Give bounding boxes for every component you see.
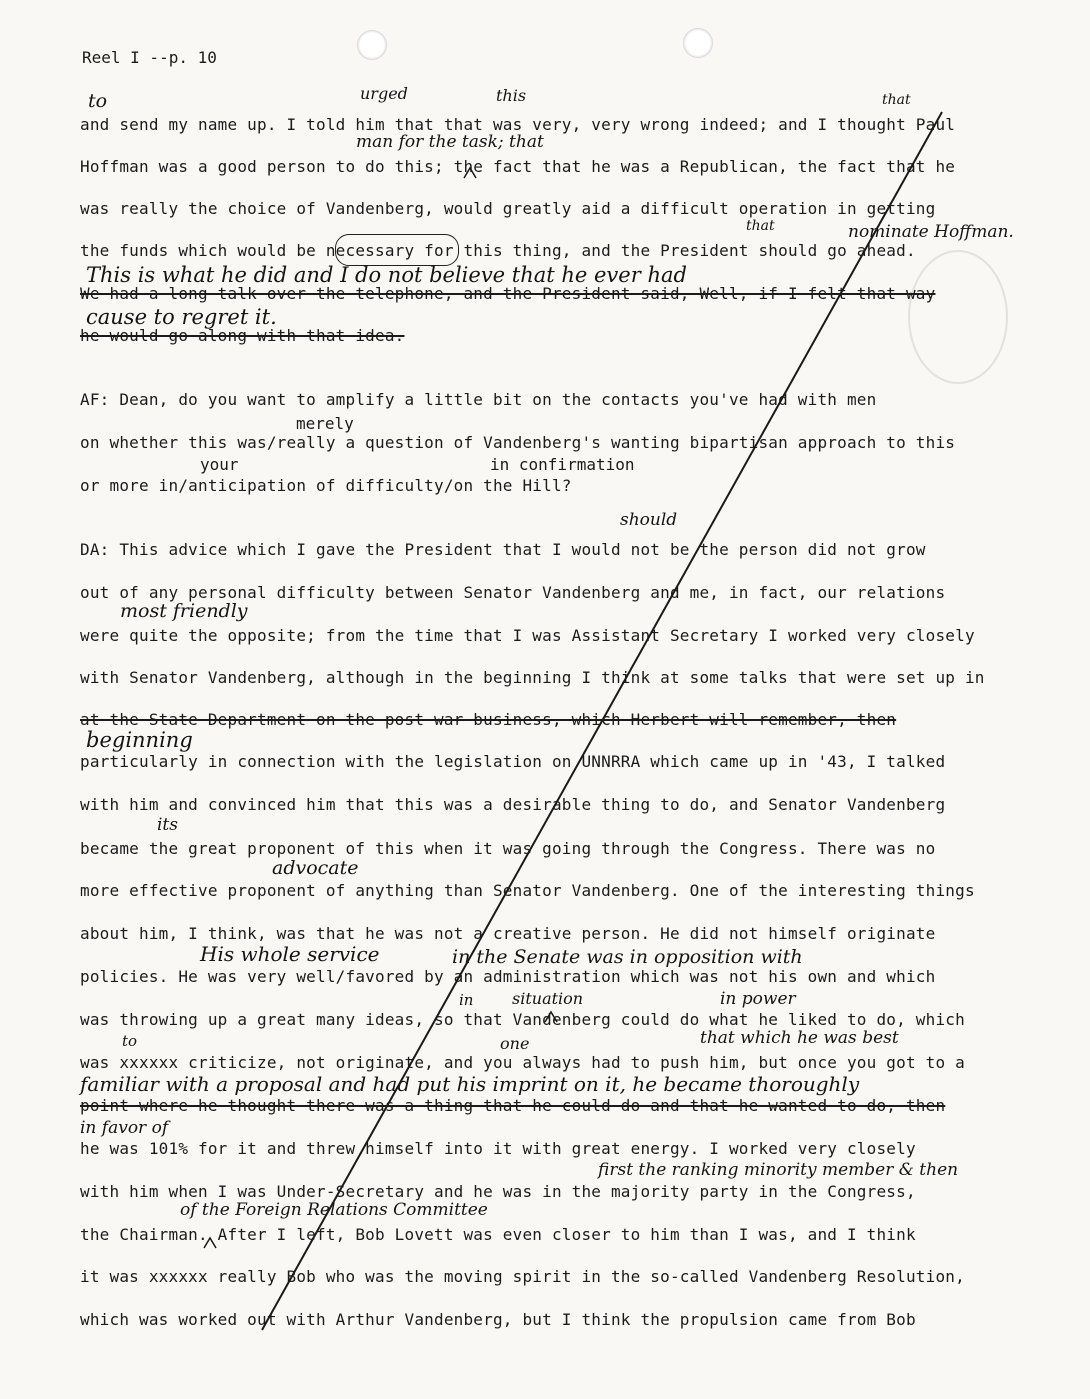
text-line-14: at the State Department on the post-war business, which Herbert will remember, then: [80, 710, 897, 729]
text-line-8: on whether this was/really a question of Vandenberg's wanting bipartisan approach to this: [80, 433, 956, 452]
text-line-6: he would go along with that idea.: [80, 326, 405, 345]
handwritten-cause-to-regret: cause to regret it.: [86, 305, 277, 329]
text-line-20: policies. He was very well/favored by an administration which was not his own and which: [80, 967, 936, 986]
handwritten-beginning: beginning: [86, 728, 193, 752]
handwritten-one: one: [500, 1034, 530, 1053]
text-line-24: he was 101% for it and threw himself into it with great energy. I worked very closely: [80, 1139, 916, 1158]
handwritten-situation: situation: [512, 989, 584, 1008]
text-line-15: particularly in connection with the legislation on UNNRRA which came up in '43, I talked: [80, 752, 946, 771]
text-line-13: with Senator Vandenberg, although in the beginning I think at some talks that were set up in: [80, 668, 985, 687]
text-line-2: Hoffman was a good person to do this; the fact that he was a Republican, the fact that he: [80, 157, 956, 176]
handwritten-in-favor-of: in favor of: [80, 1118, 169, 1138]
handwritten-in-power: in power: [720, 989, 796, 1009]
handwritten-its: its: [157, 815, 178, 835]
handwritten-familiar: familiar with a proposal and had put his imprint on it, he became thoroughly: [80, 1072, 860, 1096]
handwritten-his-whole-service: His whole service: [200, 942, 380, 966]
interlinear-merely: merely: [296, 414, 354, 433]
caret-mark-2: [545, 1012, 557, 1022]
handwritten-this: this: [496, 86, 527, 105]
caret-mark-3: [204, 1238, 216, 1248]
handwritten-advocate: advocate: [272, 857, 359, 879]
text-line-5: We had a long talk over the telephone, and the President said, Well, if I felt that way: [80, 284, 936, 303]
handwritten-that-which: that which he was best: [700, 1028, 899, 1048]
handwritten-man-for-task: man for the task; that: [356, 132, 544, 152]
text-line-7: AF: Dean, do you want to amplify a little bit on the contacts you've had with men: [80, 390, 877, 409]
handwritten-first-ranking: first the ranking minority member & then: [598, 1160, 959, 1180]
handwritten-that-1: that: [882, 92, 911, 108]
reel-page-header: Reel I --p. 10: [82, 48, 217, 67]
handwritten-in: in: [459, 991, 474, 1009]
text-line-27: it was xxxxxx really Bob who was the moving spirit in the so-called Vandenberg Resolution,: [80, 1267, 965, 1286]
diagonal-strike-line: [262, 112, 942, 1330]
text-line-18: more effective proponent of anything than Senator Vandenberg. One of the interesting things: [80, 881, 975, 900]
handwritten-to-1: to: [88, 90, 108, 112]
handwritten-this-is-what: This is what he did and I do not believe that he ever had: [86, 263, 687, 287]
text-line-25: with him when I was Under-Secretary and he was in the majority party in the Congress,: [80, 1182, 916, 1201]
caret-mark-1: [464, 168, 476, 178]
handwritten-most-friendly: most friendly: [120, 600, 248, 622]
text-line-10: DA: This advice which I gave the President that I would not be the person did not grow: [80, 540, 926, 559]
text-line-1: and send my name up. I told him that that was very, very wrong indeed; and I thought Paul: [80, 115, 956, 134]
text-line-17: became the great proponent of this when it was going through the Congress. There was no: [80, 839, 936, 858]
text-line-4: the funds which would be necessary for this thing, and the President should go ahead.: [80, 241, 916, 260]
handwritten-in-the-senate: in the Senate was in opposition with: [452, 946, 803, 968]
text-line-3: was really the choice of Vandenberg, would greatly aid a difficult operation in getting: [80, 199, 936, 218]
text-line-9: or more in/anticipation of difficulty/on the Hill?: [80, 476, 572, 495]
handwritten-to-2: to: [122, 1032, 138, 1050]
text-line-11: out of any personal difficulty between Senator Vandenberg and me, in fact, our relations: [80, 583, 946, 602]
text-line-19: about him, I think, was that he was not a creative person. He did not himself originate: [80, 924, 936, 943]
interlinear-your: your: [200, 455, 239, 474]
text-line-26: the Chairman. After I left, Bob Lovett was even closer to him than I was, and I think: [80, 1225, 916, 1244]
interlinear-in-confirmation: in confirmation: [490, 455, 635, 474]
text-line-22: was xxxxxx criticize, not originate, and you always had to push him, but once you got to a: [80, 1053, 965, 1072]
text-line-16: with him and convinced him that this was a desirable thing to do, and Senator Vandenberg: [80, 795, 946, 814]
text-line-21: was throwing up a great many ideas, so that Vandenberg could do what he liked to do, which: [80, 1010, 965, 1029]
text-line-23: point where he thought there was a thing that he could do and that he wanted to do, then: [80, 1096, 946, 1115]
text-line-28: which was worked out with Arthur Vandenberg, but I think the propulsion came from Bob: [80, 1310, 916, 1329]
handwritten-should: should: [620, 510, 678, 530]
handwritten-nominate: nominate Hoffman.: [848, 222, 1014, 242]
handwritten-foreign-relations: of the Foreign Relations Committee: [180, 1200, 488, 1220]
handwritten-urged: urged: [360, 84, 408, 103]
handwritten-that-2: that: [746, 218, 775, 234]
text-line-12: were quite the opposite; from the time that I was Assistant Secretary I worked very closely: [80, 626, 975, 645]
